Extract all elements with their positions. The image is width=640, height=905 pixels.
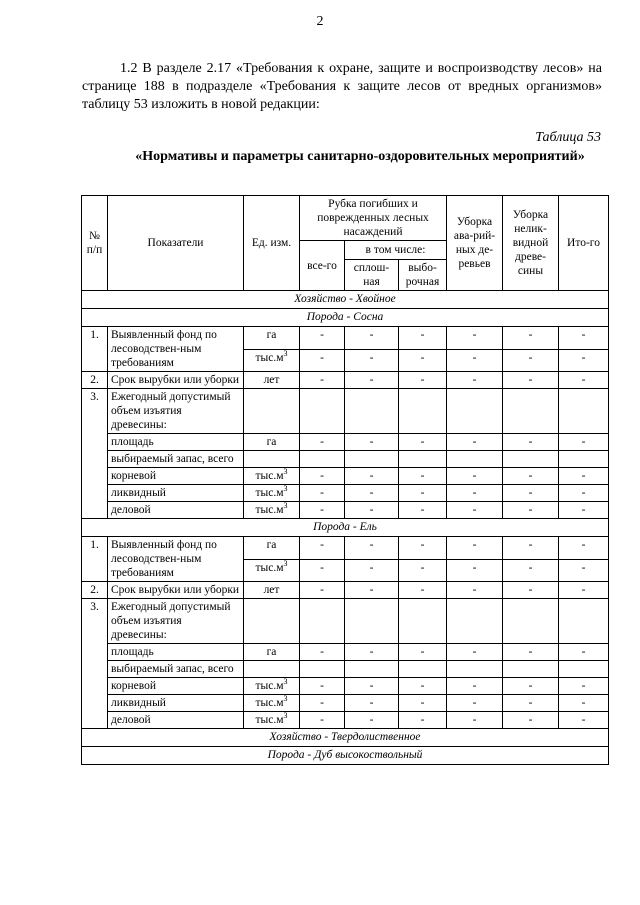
row-unit: га	[244, 434, 300, 451]
cell-value: -	[300, 678, 345, 695]
row-unit: $тыс.м^3$	[244, 468, 300, 485]
row-label: деловой	[108, 502, 244, 519]
cell-value: -	[399, 372, 447, 389]
cell-value: -	[447, 327, 503, 350]
cell-value: -	[559, 327, 609, 350]
cell-value: -	[399, 485, 447, 502]
cell-value: -	[447, 349, 503, 372]
cell-value: -	[300, 582, 345, 599]
cell-value: -	[447, 712, 503, 729]
cell-value: -	[559, 485, 609, 502]
cell-value: -	[345, 485, 399, 502]
row-unit: $тыс.м^3$	[244, 678, 300, 695]
section-farm: Хозяйство - Твердолиственное	[82, 729, 609, 747]
row-unit: га	[244, 327, 300, 350]
cell-value: -	[447, 468, 503, 485]
cell-value: -	[447, 559, 503, 582]
cell-value: -	[300, 712, 345, 729]
row-number: 2.	[82, 372, 108, 389]
row-unit: $тыс.м^3$	[244, 695, 300, 712]
cell-value: -	[503, 485, 559, 502]
row-label: деловой	[108, 712, 244, 729]
norms-table	[81, 195, 609, 765]
table-row	[82, 582, 609, 599]
header-unit: Ед. изм.	[244, 196, 300, 291]
cell-value: -	[399, 434, 447, 451]
header-num: № п/п	[82, 196, 108, 291]
cell-value: -	[345, 559, 399, 582]
row-label: Выявленный фонд по лесоводствен-ным требованиям	[108, 327, 244, 372]
cell-value: -	[399, 695, 447, 712]
header-illiquid: Уборка нелик-видной древе-сины	[503, 196, 559, 291]
header-including: в том числе:	[345, 241, 447, 260]
cell-value: -	[503, 582, 559, 599]
cell-value: -	[503, 537, 559, 560]
cell-value: -	[399, 468, 447, 485]
section-breed: Порода - Дуб высокоствольный	[82, 747, 609, 765]
table-row	[82, 434, 609, 451]
cell-value: -	[345, 695, 399, 712]
row-unit: лет	[244, 372, 300, 389]
row-unit: $тыс.м^3$	[244, 485, 300, 502]
header-emergency: Уборка ава-рий-ных де-ревьев	[447, 196, 503, 291]
row-unit: $тыс.м^3$	[244, 502, 300, 519]
cell-value: -	[399, 502, 447, 519]
row-label: Срок вырубки или уборки	[108, 372, 244, 389]
cell-value: -	[399, 537, 447, 560]
cell-value: -	[559, 678, 609, 695]
cell-value: -	[300, 349, 345, 372]
section-breed: Порода - Сосна	[82, 309, 609, 327]
row-unit: га	[244, 644, 300, 661]
row-unit: $тыс.м^3$	[244, 559, 300, 582]
table-row	[82, 468, 609, 485]
cell-value: -	[447, 582, 503, 599]
table-row	[82, 661, 609, 678]
header-felling: Рубка погибших и поврежденных лесных насаждений	[300, 196, 447, 241]
table-row	[82, 327, 609, 350]
row-unit: $тыс.м^3$	[244, 712, 300, 729]
cell-value: -	[300, 695, 345, 712]
row-number: 3.	[82, 389, 108, 519]
table-title: «Нормативы и параметры санитарно-оздоровительных мероприятий»	[135, 149, 585, 164]
cell-value: -	[503, 712, 559, 729]
table-row	[82, 644, 609, 661]
cell-value: -	[300, 537, 345, 560]
cell-value: -	[345, 712, 399, 729]
row-number: 1.	[82, 537, 108, 582]
cell-value: -	[559, 434, 609, 451]
header-indicator: Показатели	[108, 196, 244, 291]
cell-value: -	[559, 695, 609, 712]
cell-value: -	[300, 502, 345, 519]
table-row	[82, 712, 609, 729]
cell-value: -	[345, 468, 399, 485]
header-clear: сплош-ная	[345, 260, 399, 291]
cell-value: -	[399, 644, 447, 661]
table-row	[82, 678, 609, 695]
row-label: Ежегодный допустимый объем изъятия древесины:	[108, 599, 244, 644]
intro-paragraph: 1.2 В разделе 2.17 «Требования к охране, защите и воспроизводству лесов» на странице 188 в подразделе «Требования к защите лесов от вредных организмов» таблицу 53 изложить в новой редакции:	[82, 61, 602, 112]
row-unit: $тыс.м^3$	[244, 349, 300, 372]
row-label: ликвидный	[108, 485, 244, 502]
cell-value: -	[300, 559, 345, 582]
cell-value: -	[503, 372, 559, 389]
cell-value: -	[447, 537, 503, 560]
row-label: Ежегодный допустимый объем изъятия древесины:	[108, 389, 244, 434]
row-label: площадь	[108, 644, 244, 661]
cell-value: -	[399, 712, 447, 729]
row-label: выбираемый запас, всего	[108, 451, 244, 468]
page-number: 2	[316, 14, 324, 29]
cell-value: -	[447, 434, 503, 451]
cell-value: -	[559, 468, 609, 485]
table-label: Таблица 53	[535, 130, 601, 145]
row-number: 3.	[82, 599, 108, 729]
cell-value: -	[345, 349, 399, 372]
cell-value: -	[447, 502, 503, 519]
section-breed: Порода - Ель	[82, 519, 609, 537]
cell-value: -	[503, 327, 559, 350]
cell-value: -	[503, 678, 559, 695]
table-row	[82, 451, 609, 468]
row-label: выбираемый запас, всего	[108, 661, 244, 678]
row-number: 2.	[82, 582, 108, 599]
cell-value: -	[503, 468, 559, 485]
cell-value: -	[559, 349, 609, 372]
row-label: Срок вырубки или уборки	[108, 582, 244, 599]
cell-value: -	[345, 434, 399, 451]
header-selective: выбо-рочная	[399, 260, 447, 291]
cell-value: -	[559, 582, 609, 599]
cell-value: -	[300, 644, 345, 661]
cell-value: -	[345, 327, 399, 350]
cell-value: -	[399, 559, 447, 582]
cell-value: -	[447, 695, 503, 712]
cell-value: -	[399, 582, 447, 599]
table-row	[82, 389, 609, 434]
cell-value: -	[447, 485, 503, 502]
cell-value: -	[300, 485, 345, 502]
cell-value: -	[503, 695, 559, 712]
cell-value: -	[559, 644, 609, 661]
table-row	[82, 372, 609, 389]
table-row	[82, 695, 609, 712]
row-label: корневой	[108, 678, 244, 695]
row-unit: га	[244, 537, 300, 560]
cell-value: -	[345, 582, 399, 599]
cell-value: -	[345, 372, 399, 389]
cell-value: -	[345, 537, 399, 560]
cell-value: -	[447, 644, 503, 661]
table-row	[82, 599, 609, 644]
row-label: корневой	[108, 468, 244, 485]
cell-value: -	[559, 537, 609, 560]
cell-value: -	[345, 502, 399, 519]
row-label: ликвидный	[108, 695, 244, 712]
cell-value: -	[447, 678, 503, 695]
cell-value: -	[503, 349, 559, 372]
cell-value: -	[559, 372, 609, 389]
header-sum: Ито-го	[559, 196, 609, 291]
table-row	[82, 537, 609, 560]
header-total: все-го	[300, 241, 345, 291]
cell-value: -	[345, 644, 399, 661]
cell-value: -	[345, 678, 399, 695]
cell-value: -	[559, 712, 609, 729]
cell-value: -	[399, 349, 447, 372]
cell-value: -	[300, 327, 345, 350]
cell-value: -	[399, 327, 447, 350]
cell-value: -	[503, 502, 559, 519]
row-label: Выявленный фонд по лесоводствен-ным требованиям	[108, 537, 244, 582]
cell-value: -	[300, 468, 345, 485]
table-row	[82, 485, 609, 502]
cell-value: -	[559, 502, 609, 519]
row-label: площадь	[108, 434, 244, 451]
cell-value: -	[503, 644, 559, 661]
row-unit: лет	[244, 582, 300, 599]
table-row	[82, 502, 609, 519]
cell-value: -	[559, 559, 609, 582]
cell-value: -	[503, 434, 559, 451]
cell-value: -	[300, 372, 345, 389]
row-number: 1.	[82, 327, 108, 372]
cell-value: -	[300, 434, 345, 451]
section-farm: Хозяйство - Хвойное	[82, 291, 609, 309]
cell-value: -	[399, 678, 447, 695]
cell-value: -	[503, 559, 559, 582]
cell-value: -	[447, 372, 503, 389]
